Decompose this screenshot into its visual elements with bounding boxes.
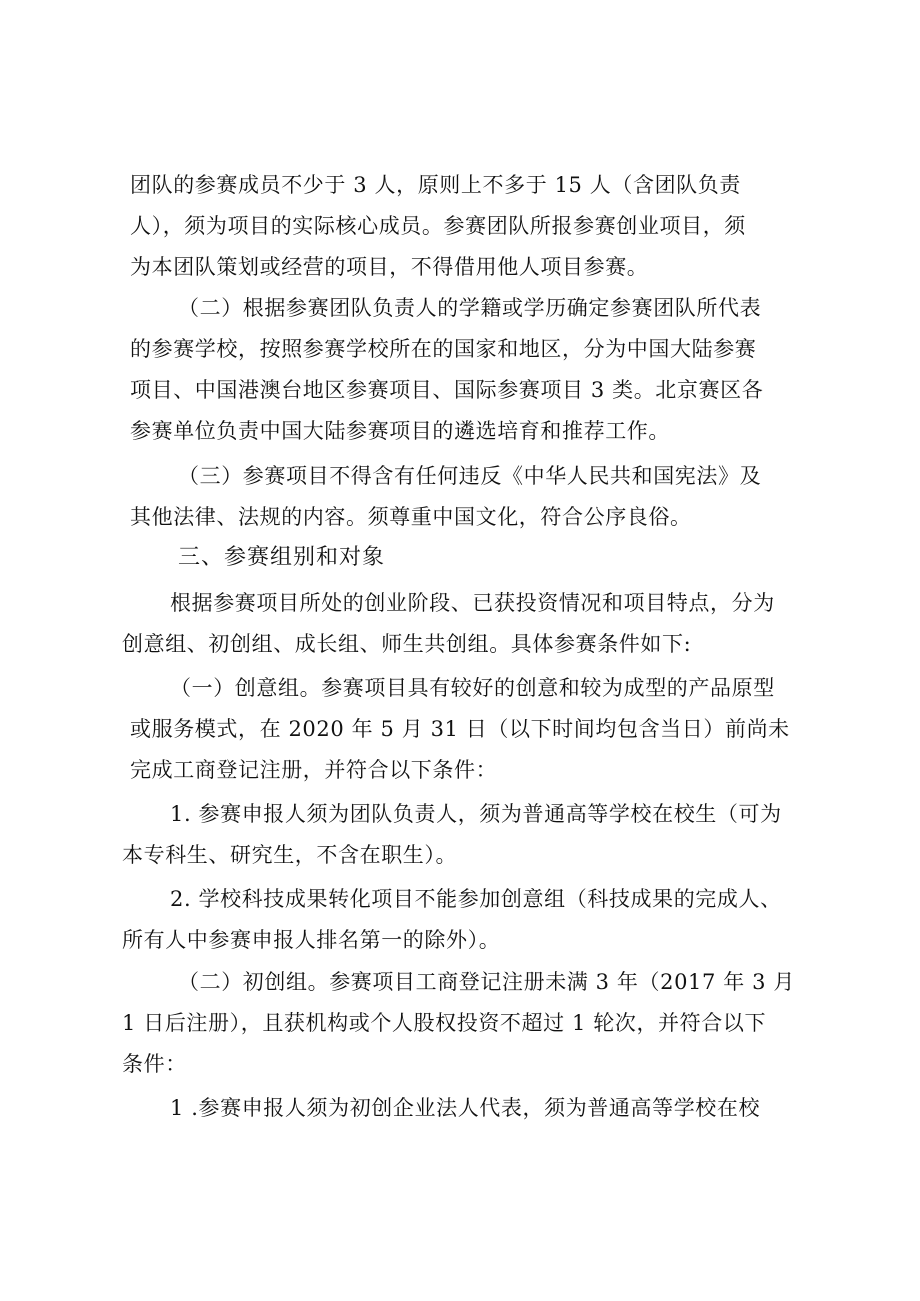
paragraph-line: 创意组、初创组、成长组、师生共创组。具体参赛条件如下: [122, 632, 692, 656]
paragraph-line: 1. 参赛申报人须为团队负责人，须为普通高等学校在校生（可为 [170, 802, 782, 826]
paragraph-line: （三）参赛项目不得含有任何违反《中华人民共和国宪法》及 [178, 464, 762, 488]
paragraph-line: 其他法律、法规的内容。须尊重中国文化，符合公序良俗。 [130, 505, 692, 529]
paragraph-line: 条件： [122, 1052, 187, 1076]
paragraph-line: 所有人中参赛申报人排名第一的除外）。 [122, 928, 501, 952]
paragraph-line: 的参赛学校，按照参赛学校所在的国家和地区，分为中国大陆参赛 [130, 337, 757, 361]
paragraph-line: （一）创意组。参赛项目具有较好的创意和较为成型的产品原型 [170, 676, 775, 700]
paragraph-line: 1 日后注册），且获机构或个人股权投资不超过 1 轮次，并符合以下 [122, 1011, 767, 1035]
paragraph-line: （二）根据参赛团队负责人的学籍或学历确定参赛团队所代表 [178, 296, 762, 320]
paragraph-line: 参赛单位负责中国大陆参赛项目的遴选培育和推荐工作。 [130, 419, 670, 443]
paragraph-line: 团队的参赛成员不少于 3 人，原则上不多于 15 人（含团队负责 [130, 173, 741, 197]
paragraph-line: 或服务模式，在 2020 年 5 月 31 日（以下时间均包含当日）前尚未 [130, 717, 790, 741]
paragraph-line: 2. 学校科技成果转化项目不能参加创意组（科技成果的完成人、 [170, 887, 782, 911]
paragraph-line: 根据参赛项目所处的创业阶段、已获投资情况和项目特点，分为 [170, 591, 775, 615]
paragraph-line: 人），须为项目的实际核心成员。参赛团队所报参赛创业项目，须 [130, 214, 746, 238]
section-heading: 三、参赛组别和对象 [178, 545, 386, 570]
paragraph-line: 完成工商登记注册，并符合以下条件： [130, 758, 498, 782]
paragraph-line: 项目、中国港澳台地区参赛项目、国际参赛项目 3 类。北京赛区各 [130, 378, 764, 402]
paragraph-line: 本专科生、研究生，不含在职生）。 [122, 843, 458, 867]
paragraph-line: （二）初创组。参赛项目工商登记注册未满 3 年（2017 年 3 月 [178, 970, 795, 994]
paragraph-line: 1 .参赛申报人须为初创企业法人代表，须为普通高等学校在校 [170, 1096, 761, 1120]
paragraph-line: 为本团队策划或经营的项目，不得借用他人项目参赛。 [130, 255, 649, 279]
